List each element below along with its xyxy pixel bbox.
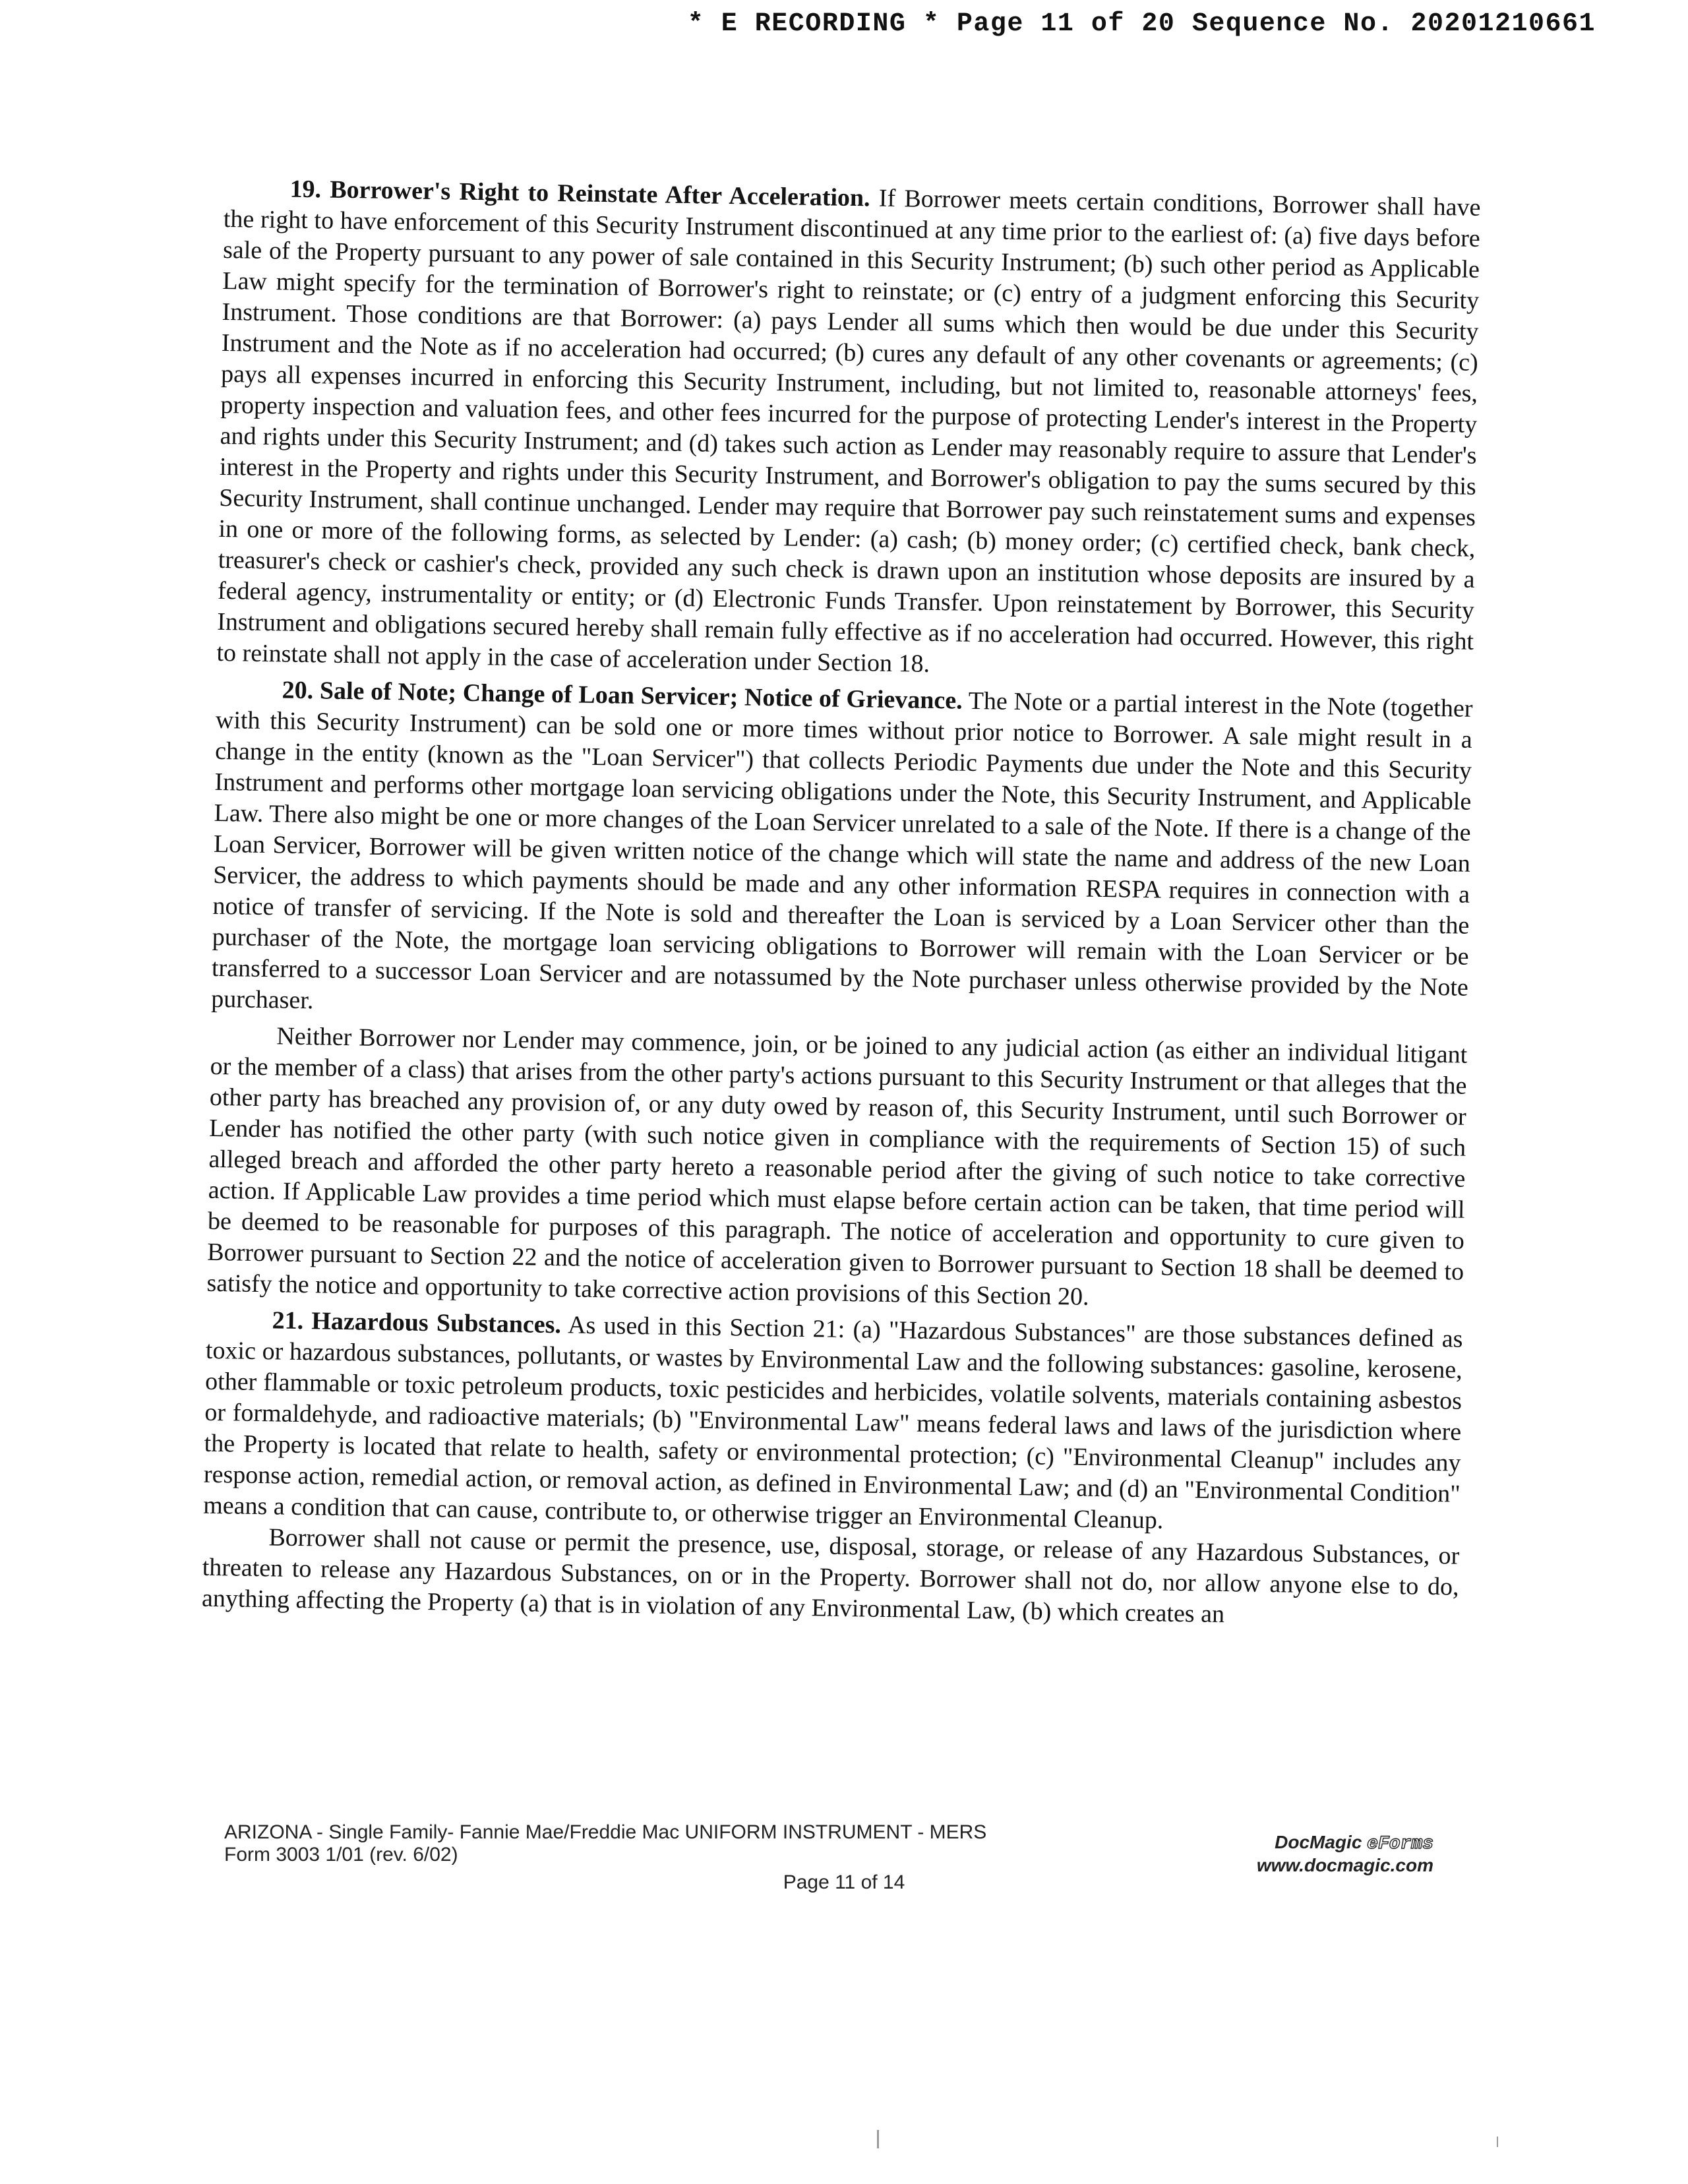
form-info bbox=[224, 1821, 986, 1866]
section-21-title: 21. Hazardous Substances. bbox=[272, 1306, 562, 1339]
form-line-2: Form 3003 1/01 (rev. 6/02) bbox=[224, 1844, 458, 1866]
docmagic-logo bbox=[1257, 1832, 1433, 1855]
document-body bbox=[202, 173, 1481, 1639]
section-20-text: The Note or a partial interest in the Note (together with this Security Instrument) can be sold one or more times without prior notice to Borrower. A sale might result in a change in the entity (known as the "Loan Servicer") that collects Periodic Payments due under the Note and this Security Instrument and performs other mortgage loan servicing obligations under the Note, this Security Instrument, and Applicable Law. There also might be one or more changes of the Loan Servicer unrelated to a sale of the Note. If there is a change of the Loan Servicer, Borrower will be given written notice of the change which will state the name and address of the new Loan Servicer, the address to which payments should be made and any other information RESPA requires in connection with a notice of transfer of servicing. If the Note is sold and thereafter the Loan is serviced by a Loan Servicer other than the purchaser of the Note, the mortgage loan servicing obligations to Borrower will remain with the Loan Servicer or be transferred to a successor Loan Servicer and are notassumed by the Note purchaser unless otherwise provided by the Note purchaser. bbox=[210, 686, 1473, 1015]
brand-url: www.docmagic.com bbox=[1256, 1855, 1433, 1875]
section-20-paragraph-2: Neither Borrower nor Lender may commence, join, or be joined to any judicial action (as either an individual litigant or the member of a class) that arises from the other party's actions pursuant to this Security Instrument or that alleges that the other party has breached any provision of, or any duty owed by reason of, this Security Instrument, until such Borrower or Lender has notified the other party (with such notice given in compliance with the requirements of Section 15) of such alleged breach and afforded the other party hereto a reasonable period after the giving of such notice to take corrective action. If Applicable Law provides a time period which must elapse before certain action can be taken, that time period will be deemed to be reasonable for purposes of this paragraph. The notice of acceleration and opportunity to cure given to Borrower pursuant to Section 22 and the notice of acceleration given to Borrower pursuant to Section 18 shall be deemed to satisfy the notice and opportunity to take corrective action provisions of this Section 20. bbox=[206, 1022, 1468, 1311]
form-line-1: ARIZONA - Single Family- Fannie Mae/Freddie Mac UNIFORM INSTRUMENT - MERS bbox=[224, 1821, 987, 1843]
section-21-text: As used in this Section 21: (a) "Hazardous Substances" are those substances defined as toxic or hazardous substances, pollutants, or wastes by Environmental Law and the following substances: gasoline, kerosene, other flammable or toxic petroleum products, toxic pesticides and herbicides, volatile solvents, materials containing asbestos or formaldehyde, and radioactive materials; (b) "Environmental Law" means federal laws and laws of the jurisdiction where the Property is located that relate to health, safety or environmental protection; (c) "Environmental Cleanup" includes any response action, remedial action, or removal action, as defined in Environmental Law; and (d) an "Environmental Condition" means a condition that can cause, contribute to, or otherwise trigger an Environmental Cleanup. bbox=[202, 1311, 1463, 1534]
section-19-title: 19. Borrower's Right to Reinstate After Acceleration. bbox=[289, 175, 870, 212]
section-20-title: 20. Sale of Note; Change of Loan Servicer; Notice of Grievance. bbox=[282, 676, 963, 715]
scan-mark bbox=[1497, 2137, 1498, 2147]
docmagic-brand bbox=[1257, 1832, 1433, 1876]
section-19-paragraph bbox=[216, 173, 1481, 688]
page-number: Page 11 of 14 bbox=[783, 1871, 905, 1893]
section-21-paragraph-2: Borrower shall not cause or permit the presence, use, disposal, storage, or release of any Hazardous Substances, or threaten to release any Hazardous Substances, on or in the Property. Borrower shall not do, nor allow anyone else to do, anything affecting the Property (a) that is in violation of any Environmental Law, (b) which creates an bbox=[201, 1523, 1460, 1629]
brand-eforms: eForms bbox=[1367, 1834, 1433, 1854]
section-21-paragraph bbox=[203, 1304, 1463, 1541]
brand-name: DocMagic bbox=[1275, 1832, 1368, 1852]
recording-header: * E RECORDING * Page 11 of 20 Sequence No. 20201210661 bbox=[687, 9, 1596, 39]
section-20-paragraph bbox=[211, 674, 1473, 1035]
section-19-text: If Borrower meets certain conditions, Borrower shall have the right to have enforcement of this Security Instrument discontinued at any time prior to the earliest of: (a) five days before sale of the Property pursuant to any power of sale contained in this Security Instrument; (b) such other period as Applicable Law might specify for the termination of Borrower's right to reinstate; or (c) entry of a judgment enforcing this Security Instrument. Those conditions are that Borrower: (a) pays Lender all sums which then would be due under this Security Instrument and the Note as if no acceleration had occurred; (b) cures any default of any other covenants or agreements; (c) pays all expenses incurred in enforcing this Security Instrument, including, but not limited to, reasonable attorneys' fees, property inspection and valuation fees, and other fees incurred for the purpose of protecting Lender's interest in the Property and rights under this Security Instrument; and (d) takes such action as Lender may reasonably require to assure that Lender's interest in the Property and rights under this Security Instrument, and Borrower's obligation to pay the sums secured by this Security Instrument, shall continue unchanged. Lender may require that Borrower pay such reinstatement sums and expenses in one or more of the following forms, as selected by Lender: (a) cash; (b) money order; (c) certified check, bank check, treasurer's check or cashier's check, provided any such check is drawn upon an institution whose deposits are insured by a federal agency, instrumentality or entity; or (d) Electronic Funds Transfer. Upon reinstatement by Borrower, this Security Instrument and obligations secured hereby shall remain fully effective as if no acceleration had occurred. However, this right to reinstate shall not apply in the case of acceleration under Section 18. bbox=[216, 184, 1481, 678]
scan-mark bbox=[877, 2130, 879, 2148]
